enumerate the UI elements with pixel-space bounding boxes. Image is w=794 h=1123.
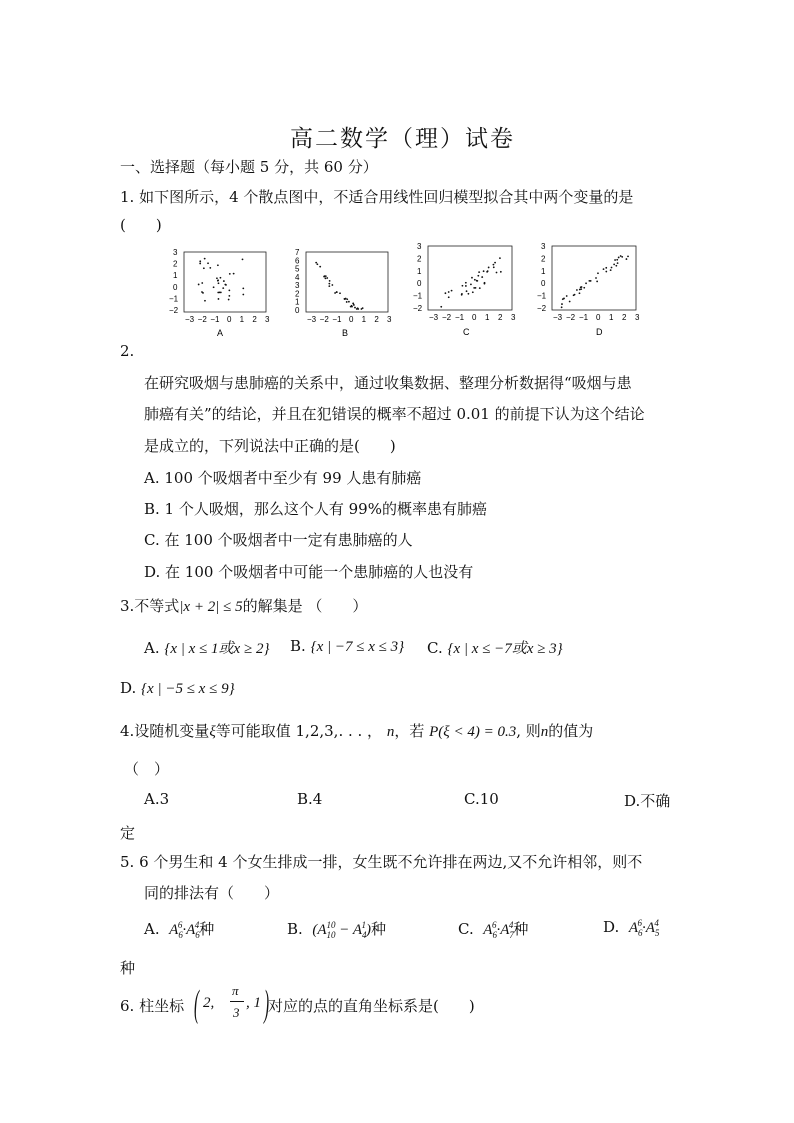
section-heading: 一、选择题（每小题 5 分，共 60 分） [120,158,378,176]
scatter-point [328,283,330,285]
y-tick-label: −2 [413,304,423,313]
x-tick-label: −3 [553,313,563,322]
q4-option-b: B.4 [297,790,323,808]
scatter-point [199,260,201,262]
page-title: 高二数学（理）试卷 [290,126,515,152]
scatter-point [218,298,220,300]
scatter-point [336,291,338,293]
scatter-point [331,284,333,286]
y-tick-label: 3 [541,242,546,251]
scatter-point [605,267,607,269]
scatter-point [580,288,582,290]
y-tick-label: 0 [295,306,300,315]
q4-option-d: D.不确 [624,792,671,810]
x-tick-label: 2 [252,315,257,324]
scatter-point [198,284,200,286]
scatter-point [204,300,206,302]
q5-option-c: C. $A_6^6\cdot A_7^4$种 [458,920,529,940]
scatter-point [481,276,483,278]
scatter-point [574,294,576,296]
scatter-point [605,271,607,273]
scatter-point [611,267,613,269]
q6-stem-tail: 对应的点的直角坐标系是( ) [268,997,475,1015]
scatter-point [597,272,599,274]
scatter-point [316,263,318,265]
y-tick-label: 7 [295,248,300,257]
y-tick-label: 2 [173,259,178,269]
scatter-point [613,263,615,265]
scatter-point [617,262,619,264]
y-tick-label: 1 [295,297,300,307]
y-tick-label: −2 [169,306,179,315]
x-tick-label: 1 [361,315,367,324]
scatter-point [476,280,478,282]
y-tick-label: −1 [169,294,179,304]
scatter-point [477,275,479,277]
q4-paren: （ ） [124,760,170,778]
q1-stem: 1. 如下图所示，4 个散点图中，不适合用线性回归模型拟合其中两个变量的是 [120,188,634,206]
scatter-point [328,285,330,287]
scatter-point [448,291,450,293]
x-tick-label: 3 [511,313,516,322]
scatter-point [616,259,618,261]
scatter-point [228,295,230,297]
y-tick-label: 2 [417,254,422,264]
x-tick-label: −2 [442,313,452,322]
scatter-point [346,301,348,303]
scatter-point [222,287,224,289]
scatter-point [344,298,346,300]
scatter-point [488,267,490,269]
scatter-point [466,290,468,292]
scatter-point [626,258,628,260]
scatter-point [219,291,221,293]
y-tick-label: 4 [295,272,300,282]
scatter-point [220,277,222,279]
q4-stem: 4.设随机变量ξ等可能取值 1,2,3,. . . ， n，若 P(ξ < 4) = 0.3, 则n的值为 [120,722,594,740]
scatter-point [614,259,616,261]
q5-option-d: D. $A_6^6\cdot A_5^4$ [603,918,660,938]
q4-option-d-wrap: 定 [120,824,136,842]
y-tick-label: 5 [295,264,300,274]
scatter-point [494,262,496,264]
x-tick-label: 1 [609,313,614,322]
scatter-point [588,280,590,282]
scatter-point [621,256,623,258]
scatter-point [242,294,244,296]
plot-label: A [217,328,224,338]
q2-option-c: C. 在 100 个吸烟者中一定有患肺癌的人 [144,531,413,549]
scatter-point [499,257,501,259]
scatter-point [361,308,363,310]
x-tick-label: 3 [265,315,270,324]
scatter-point [339,292,341,294]
scatter-point [470,283,472,285]
scatter-point [465,282,467,284]
scatter-point [229,273,231,275]
y-tick-label: 0 [417,279,422,289]
scatter-point [461,294,463,296]
q3-inequality: |x + 2| ≤ 5 [179,599,243,615]
scatter-point [324,275,326,277]
scatter-point [319,266,321,268]
scatter-point [595,277,597,279]
q3-option-a: A. {x | x ≤ 1或x ≥ 2} [144,639,270,657]
q2-option-d: D. 在 100 个吸烟者中可能一个患肺癌的人也没有 [144,563,474,581]
scatter-point [334,292,336,294]
scatter-point [479,287,481,289]
scatter-point [603,268,605,270]
y-tick-label: 2 [541,254,546,264]
y-tick-label: 0 [173,282,178,292]
scatter-point [569,301,571,303]
x-tick-label: −1 [210,315,220,324]
scatter-point [585,282,587,284]
q5-stem-line2: 同的排法有（ ） [144,884,280,902]
x-tick-label: 1 [239,315,245,324]
scatter-point [329,280,331,282]
scatter-point [493,266,495,268]
x-tick-label: −2 [319,315,329,324]
x-tick-label: 3 [635,313,640,322]
q3-option-b: B. {x | −7 ≤ x ≤ 3} [290,637,405,655]
scatter-plot-b [290,246,392,338]
x-tick-label: 2 [374,315,379,324]
q2-option-b: B. 1 个人吸烟，那么这个人有 99%的概率患有肺癌 [144,500,487,518]
scatter-point [475,287,477,289]
scatter-point [566,295,568,297]
q5-option-d-wrap: 种 [120,959,136,977]
scatter-point [354,307,356,309]
scatter-point [202,292,204,294]
scatter-point [242,258,244,260]
scatter-point [472,291,474,293]
scatter-point [561,303,563,305]
scatter-plot-d [536,240,638,338]
x-tick-label: 0 [227,315,232,324]
q4-option-c: C.10 [464,790,499,808]
x-tick-label: 3 [387,315,392,324]
scatter-point [615,265,617,267]
scatter-point [218,282,220,284]
q6-stem: 6. 柱坐标 [120,997,185,1015]
y-tick-label: 3 [417,242,422,251]
y-tick-label: 1 [541,266,546,276]
q2-number: 2. [120,342,135,360]
q3-stem: 3.不等式|x + 2| ≤ 5的解集是 （ ） [120,597,368,615]
scatter-point [225,284,227,286]
scatter-point [620,255,622,257]
scatter-point [627,255,629,257]
scatter-point [496,272,498,274]
scatter-point [484,282,486,284]
y-tick-label: −1 [413,291,423,301]
scatter-point [487,270,489,272]
x-tick-label: −2 [566,313,576,322]
scatter-point [474,279,476,281]
scatter-point [440,306,442,308]
q5-option-a: A. $A_6^6\cdot A_6^4$种 [144,920,215,940]
q4-probability: P(ξ < 4) = 0.3 [429,724,517,740]
x-tick-label: 1 [485,313,490,322]
x-tick-label: −3 [307,315,317,324]
scatter-point [465,285,467,287]
scatter-point [445,292,447,294]
scatter-point [579,292,581,294]
y-tick-label: 3 [173,248,178,257]
scatter-point [610,269,612,271]
y-tick-label: 3 [295,281,300,291]
scatter-point [201,282,203,284]
scatter-point [228,289,230,291]
scatter-point [576,289,578,291]
x-tick-label: −3 [185,315,195,324]
scatter-point [346,298,348,300]
plot-label: C [463,327,470,337]
scatter-point [326,277,328,279]
x-tick-label: 0 [349,315,354,324]
q2-stem-line1: 在研究吸烟与患肺癌的关系中，通过收集数据、整理分析数据得“吸烟与患 [144,374,632,392]
scatter-point [596,281,598,283]
scatter-point [561,306,563,308]
x-tick-label: 2 [498,313,503,322]
scatter-point [350,306,352,308]
plot-label: D [596,327,603,337]
plot-frame [184,252,266,312]
q5-option-b: B. $(A_{10}^{10} - A_4^1)$种 [287,920,387,940]
q4-option-a: A.3 [144,790,170,808]
scatter-point [199,263,201,265]
scatter-point [448,296,450,298]
scatter-point [228,299,230,301]
x-tick-label: −1 [579,313,589,322]
x-tick-label: −3 [429,313,439,322]
x-tick-label: −1 [332,315,342,324]
scatter-plot-a [168,246,270,338]
x-tick-label: 0 [596,313,601,322]
scatter-point [451,290,453,292]
x-tick-label: 2 [622,313,627,322]
scatter-point [348,301,350,303]
scatter-point [315,262,317,264]
scatter-point [357,307,359,309]
y-tick-label: 6 [295,256,300,266]
y-tick-label: 0 [541,279,546,289]
scatter-point [462,285,464,287]
y-tick-label: −1 [537,291,547,301]
y-tick-label: −2 [537,304,547,313]
x-tick-label: −2 [197,315,207,324]
scatter-point [618,257,620,259]
y-tick-label: 1 [173,271,178,281]
scatter-point [493,264,495,266]
scatter-point [468,293,470,295]
scatter-point [213,286,215,288]
scatter-point [583,287,585,289]
q2-stem-line2: 肺癌有关”的结论，并且在犯错误的概率不超过 0.01 的前提下认为这个结论 [144,405,645,423]
scatter-point [242,287,244,289]
scatter-point [483,270,485,272]
y-tick-label: 2 [295,289,300,299]
q1-paren: ( ) [120,216,162,234]
plot-label: B [342,328,349,338]
scatter-point [209,267,211,269]
q3-option-d: D. {x | −5 ≤ x ≤ 9} [120,679,235,697]
q2-stem-line3: 是成立的，下列说法中正确的是( ) [144,437,396,455]
scatter-point [478,271,480,273]
scatter-point [562,298,564,300]
scatter-point [204,258,206,260]
scatter-point [217,264,219,266]
q5-stem-line1: 5. 6 个男生和 4 个女生排成一排，女生既不允许排在两边,又不允许相邻，则不 [120,853,643,871]
x-tick-label: 0 [472,313,477,322]
scatter-point [223,280,225,282]
scatter-point [216,277,218,279]
scatter-point [352,302,354,304]
scatter-point [207,262,209,264]
q2-option-a: A. 100 个吸烟者中至少有 99 人患有肺癌 [144,469,422,487]
scatter-point [471,277,473,279]
y-tick-label: 1 [417,266,422,276]
q3-option-c: C. {x | x ≤ −7或x ≥ 3} [427,639,563,657]
scatter-point [217,280,219,282]
scatter-point [233,273,235,275]
scatter-point [500,271,502,273]
scatter-point [203,267,205,269]
scatter-point [581,286,583,288]
scatter-point [325,277,327,279]
x-tick-label: −1 [455,313,465,322]
scatter-plot-c [412,240,514,338]
